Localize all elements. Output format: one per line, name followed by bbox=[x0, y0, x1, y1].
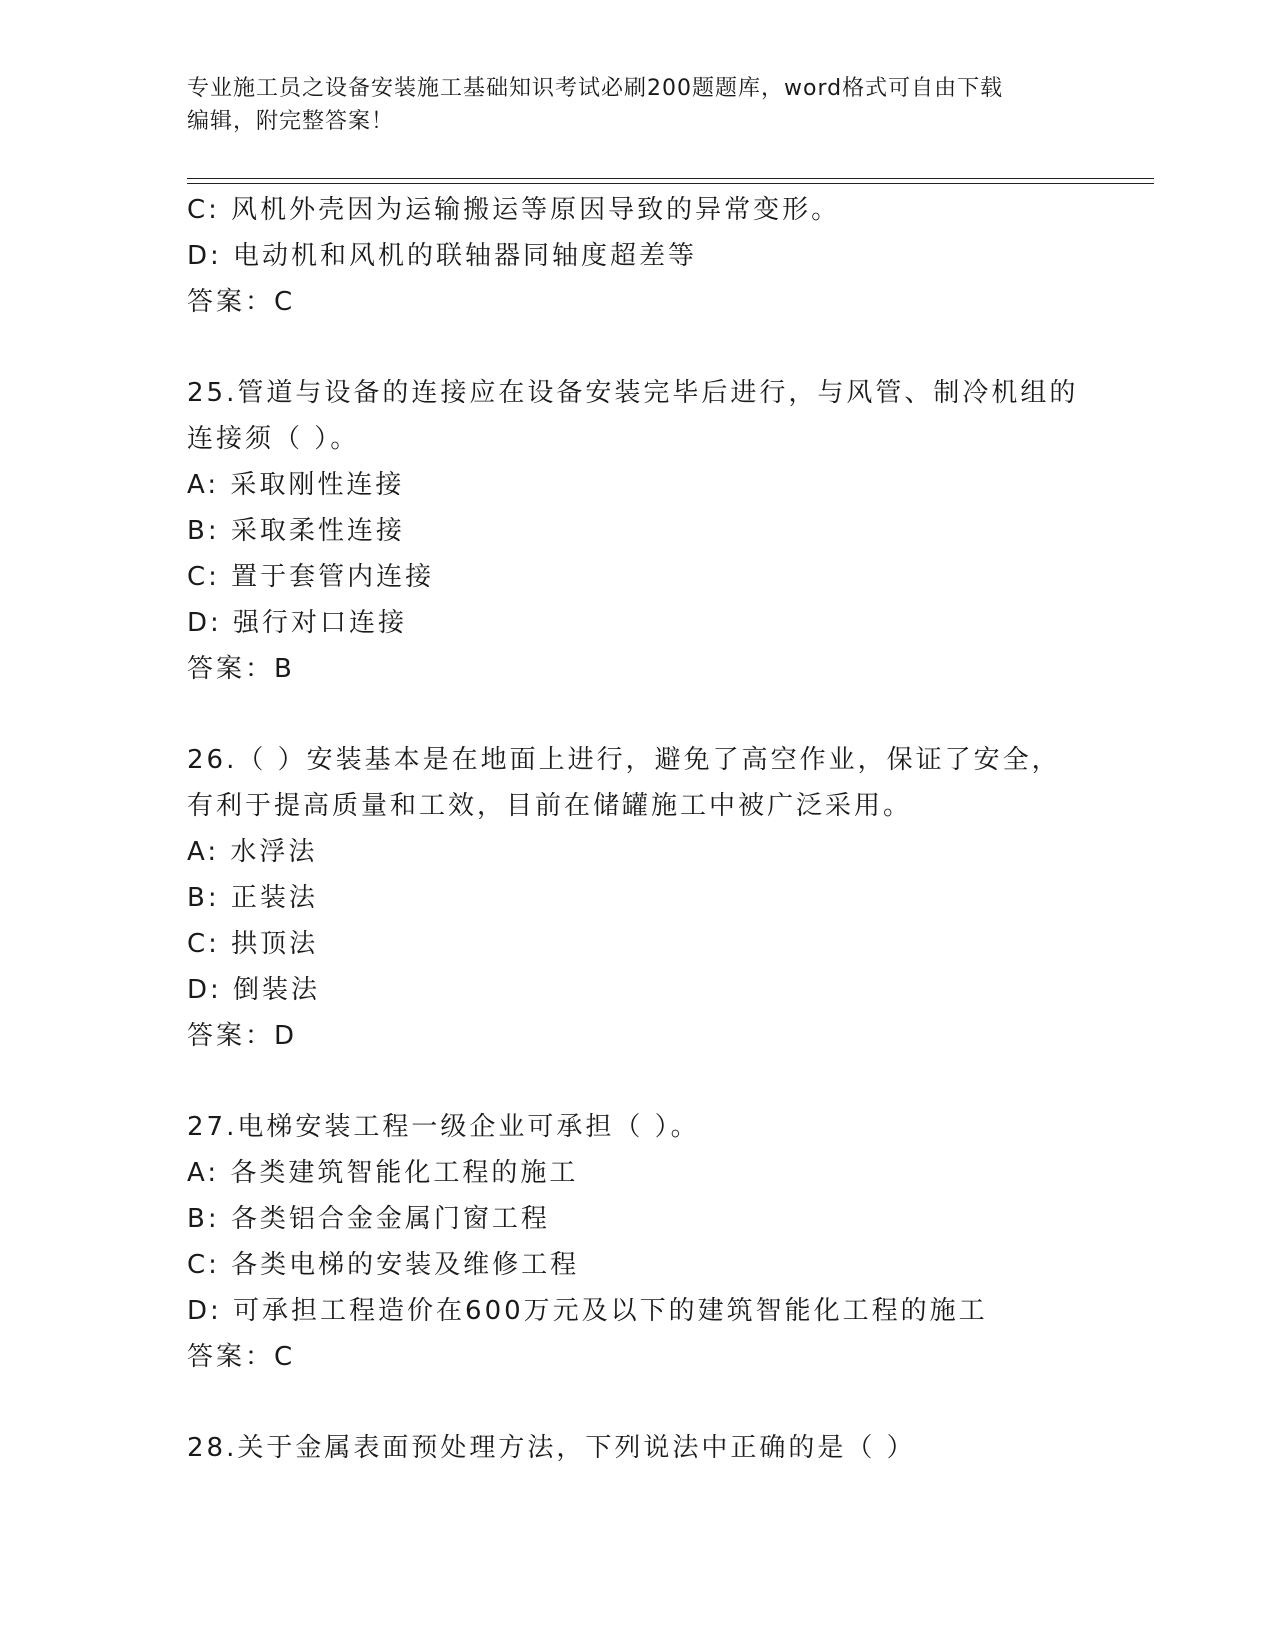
spacer bbox=[187, 1380, 1087, 1425]
question-25 bbox=[187, 370, 1087, 692]
question-stem: 27.电梯安装工程一级企业可承担（ ）。 bbox=[187, 1112, 700, 1142]
question-stem: 连接须（ ）。 bbox=[187, 424, 360, 454]
option-a: A: 各类建筑智能化工程的施工 bbox=[187, 1158, 579, 1188]
option-c: C: 各类电梯的安装及维修工程 bbox=[187, 1250, 580, 1280]
question-stem: 26.（ ）安装基本是在地面上进行，避免了高空作业，保证了安全， bbox=[187, 745, 1061, 775]
spacer bbox=[187, 1059, 1087, 1104]
question-content bbox=[187, 187, 1087, 1471]
question-26 bbox=[187, 737, 1087, 1059]
option-d: D: 电动机和风机的联轴器同轴度超差等 bbox=[187, 241, 698, 271]
answer-line: 答案：D bbox=[187, 1021, 298, 1051]
header-divider-top bbox=[187, 178, 1154, 179]
option-c: C: 风机外壳因为运输搬运等原因导致的异常变形。 bbox=[187, 195, 841, 225]
answer-line: 答案：C bbox=[187, 1342, 296, 1372]
question-27 bbox=[187, 1104, 1087, 1380]
spacer bbox=[187, 325, 1087, 370]
question-stem: 25.管道与设备的连接应在设备安装完毕后进行，与风管、制冷机组的 bbox=[187, 378, 1079, 408]
option-b: B: 正装法 bbox=[187, 883, 318, 913]
option-d: D: 强行对口连接 bbox=[187, 608, 408, 638]
carryover-question bbox=[187, 187, 1087, 325]
option-a: A: 水浮法 bbox=[187, 837, 318, 867]
question-stem: 28.关于金属表面预处理方法，下列说法中正确的是（ ） bbox=[187, 1433, 916, 1463]
option-c: C: 置于套管内连接 bbox=[187, 562, 435, 592]
header-divider-bottom bbox=[187, 183, 1154, 184]
option-d: D: 可承担工程造价在600万元及以下的建筑智能化工程的施工 bbox=[187, 1296, 988, 1326]
spacer bbox=[187, 692, 1087, 737]
option-b: B: 采取柔性连接 bbox=[187, 516, 405, 546]
document-title-line-2: 编辑，附完整答案！ bbox=[187, 109, 395, 134]
option-b: B: 各类铝合金金属门窗工程 bbox=[187, 1204, 550, 1234]
question-stem: 有利于提高质量和工效，目前在储罐施工中被广泛采用。 bbox=[187, 791, 913, 821]
option-c: C: 拱顶法 bbox=[187, 929, 319, 959]
option-a: A: 采取刚性连接 bbox=[187, 470, 405, 500]
document-title-line-1: 专业施工员之设备安装施工基础知识考试必刷200题题库，word格式可自由下载 bbox=[187, 76, 1004, 101]
answer-line: 答案：C bbox=[187, 287, 296, 317]
document-header bbox=[187, 72, 1087, 138]
answer-line: 答案：B bbox=[187, 654, 295, 684]
option-d: D: 倒装法 bbox=[187, 975, 321, 1005]
question-28 bbox=[187, 1425, 1087, 1471]
